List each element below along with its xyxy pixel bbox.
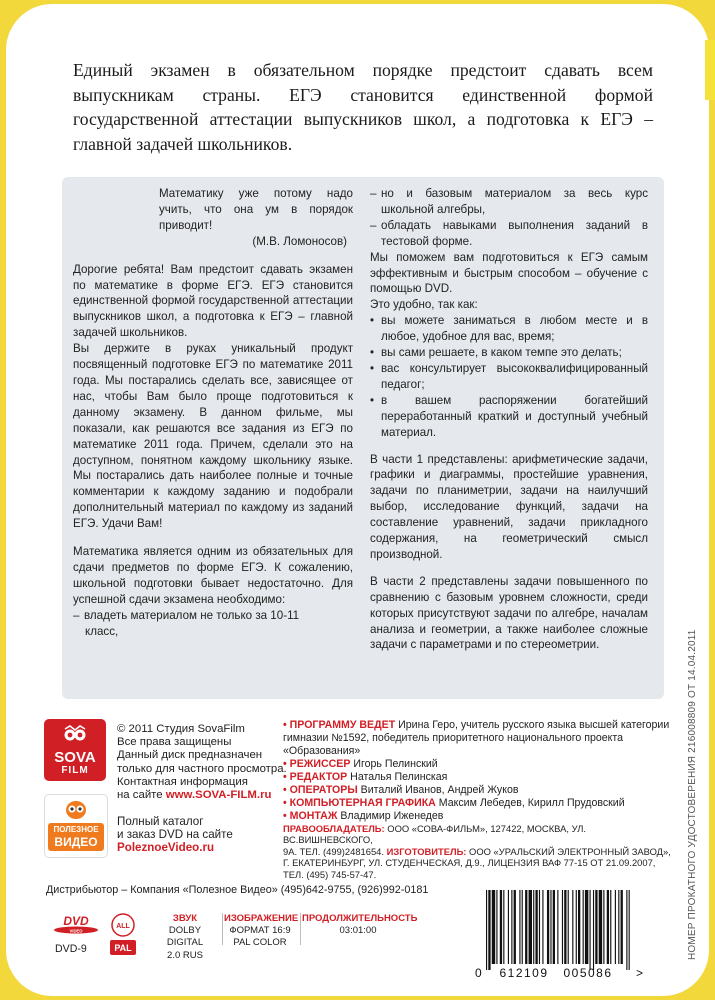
region-pal-badge (108, 913, 138, 957)
list-item: • вы можете заниматься в любом месте и в любое, удобное для вас, время; (370, 314, 648, 344)
credits-block: • ПРОГРАММУ ВЕДЕТ Ирина Геро, учитель русского языка высшей категории гимназии №1592, победитель приоритетного национального проекта «Образования» • РЕЖИССЕР Игорь Пелинский • РЕДАКТОР Наталья Пелинская • ОПЕРАТОРЫ Виталий Иванов, Андрей Жуков • КОМПЬЮТЕРНАЯ ГРАФИКА Максим Лебедев, Кирилл Прудовский • МОНТАЖ Владимир Иженедев (283, 719, 670, 822)
left-paragraph-3: Математика является одним из обязательных для сдачи предметов по форме ЕГЭ. К сожалению, школьной подготовки бывает недостаточно. Для успешной сдачи экзамена необходимо: (73, 545, 353, 606)
right-column (370, 186, 648, 653)
list-item: • вас консультирует высококвалифицированный педагог; (370, 361, 648, 391)
sova-film-link[interactable]: www.SOVA-FILM.ru (165, 789, 272, 802)
left-paragraph-1: Дорогие ребята! Вам предстоит сдавать экзамен по математике в форме ЕГЭ. ЕГЭ становится единственной формой государственной аттестации выпускников школ, а подготовка к ЕГЭ – главной задачей школьников. (73, 262, 353, 340)
license-number-vertical: НОМЕР ПРОКАТНОГО УДОСТОВЕРЕНИЯ 216008809 ОТ 14.04.2011 (687, 629, 698, 960)
intro-text: Единый экзамен в обязательном порядке предстоит сдавать всем выпускникам страны. ЕГЭ становится единственной формой государственной аттестации выпускников школ, а подготовка к ЕГЭ – главной задачей школьников. (73, 60, 653, 154)
poleznoe-video-link[interactable]: PoleznoeVideo.ru (117, 841, 215, 854)
spec-image: ИЗОБРАЖЕНИЕ ФОРМАТ 16:9 PAL COLOR (224, 913, 299, 949)
left-paragraph-2: Вы держите в руках уникальный продукт посвященный подготовке ЕГЭ по математике 2011 года. Мы постарались сделать все, зависящее от нас, чтобы Вам было проще подготовиться к данному экзамену. В данном фильме, мы показали, как решаются все задания из ЕГЭ по математике 2011 года. Причем, сделали это на доступном, понятном каждому школьнику языке. Мы постарались дать наиболее полные и точные комментарии к каждому заданию и подобрали дополнительный материал по каждому из заданий ЕГЭ. Удачи Вам! (73, 342, 353, 531)
list-item: – обладать навыками выполнения заданий в тестовой форме. (370, 218, 648, 248)
list-item: • в вашем распоряжении богатейший переработанный краткий и доступный учебный материал. (370, 393, 648, 439)
dvd-video-logo (51, 913, 101, 934)
svg-text:005086: 005086 (563, 966, 613, 980)
svg-text:>: > (636, 966, 644, 980)
list-item-continuation: класс, (85, 624, 119, 638)
owl-icon (65, 798, 87, 820)
owl-icon (64, 725, 86, 745)
spec-sound: ЗВУК DOLBY DIGITAL 2.0 RUS (166, 913, 204, 961)
spec-duration: ПРОДОЛЖИТЕЛЬНОСТЬ 03:01:00 (302, 913, 418, 937)
poleznoe-video-logo: ПОЛЕЗНОЕ ВИДЕО (44, 794, 108, 858)
right-paragraph-1: Мы поможем вам подготовиться к ЕГЭ самым эффективным и быстрым способом – обучение с помощью DVD. (370, 250, 648, 296)
epigraph-author: (М.В. Ломоносов) (252, 234, 347, 248)
svg-text:PAL: PAL (114, 943, 132, 953)
svg-text:0: 0 (475, 966, 482, 980)
list-item: – владеть материалом не только за 10-11 (73, 608, 300, 622)
svg-text:VIDEO: VIDEO (69, 928, 83, 934)
left-column (73, 186, 353, 639)
sova-film-logo: SOVA FILM (44, 719, 106, 781)
barcode (472, 886, 644, 982)
right-paragraph-2: Это удобно, так как: (370, 298, 478, 312)
svg-text:ALL: ALL (116, 923, 130, 930)
list-item: – но и базовым материалом за весь курс школьной алгебры, (370, 187, 648, 216)
right-paragraph-3: В части 1 представлены: арифметические задачи, графики и диаграммы, простейшие уравнения, задачи по планиметрии, задачи на наилучший выбор, исследование функций, задачи на составление уравнений, задачи прикладного содержания, на геометрический смысл производной. (370, 452, 648, 561)
svg-text:612109: 612109 (499, 966, 549, 980)
svg-text:DVD: DVD (63, 914, 89, 928)
list-item: • вы сами решаете, в каком темпе это делать; (370, 346, 622, 360)
epigraph-text: Математику уже потому надо учить, что она ум в порядок приводит! (159, 187, 353, 232)
catalog-block: Полный каталог и заказ DVD на сайте PoleznoeVideo.ru (117, 815, 233, 854)
copyright-block: © 2011 Студия SovaFilm Все права защищены Данный диск предназначен только для частного просмотра. Контактная информация на сайте www.SOVA-FILM.ru (117, 723, 287, 802)
right-paragraph-4: В части 2 представлены задачи повышенного по сравнению с базовым уровнем сложности, среди которых присутствуют задачи по алгебре, началам анализа и геометрии, а также наиболее сложные задачи с параметрами и по стереометрии. (370, 574, 648, 652)
distributor-text: Дистрибьютор – Компания «Полезное Видео» (495)642-9755, (926)992-0181 (46, 884, 429, 896)
dvd-type: DVD-9 (55, 943, 87, 955)
yellow-edge (705, 40, 715, 100)
legal-block: ПРАВООБЛАДАТЕЛЬ: ООО «СОВА-ФИЛЬМ», 127422, МОСКВА, УЛ. ВС.ВИШНЕВСКОГО, 9А. ТЕЛ. (499)2481654. ИЗГОТОВИТЕЛЬ: ООО «УРАЛЬСКИЙ ЭЛЕКТРОННЫЙ ЗАВОД», Г. ЕКАТЕРИНБУРГ, УЛ. СТУДЕНЧЕСКАЯ, Д.9., ЛИЦЕНЗИЯ ВАФ 77-15 ОТ 21.09.2007, ТЕЛ. (495) 745-57-47. (283, 823, 671, 880)
